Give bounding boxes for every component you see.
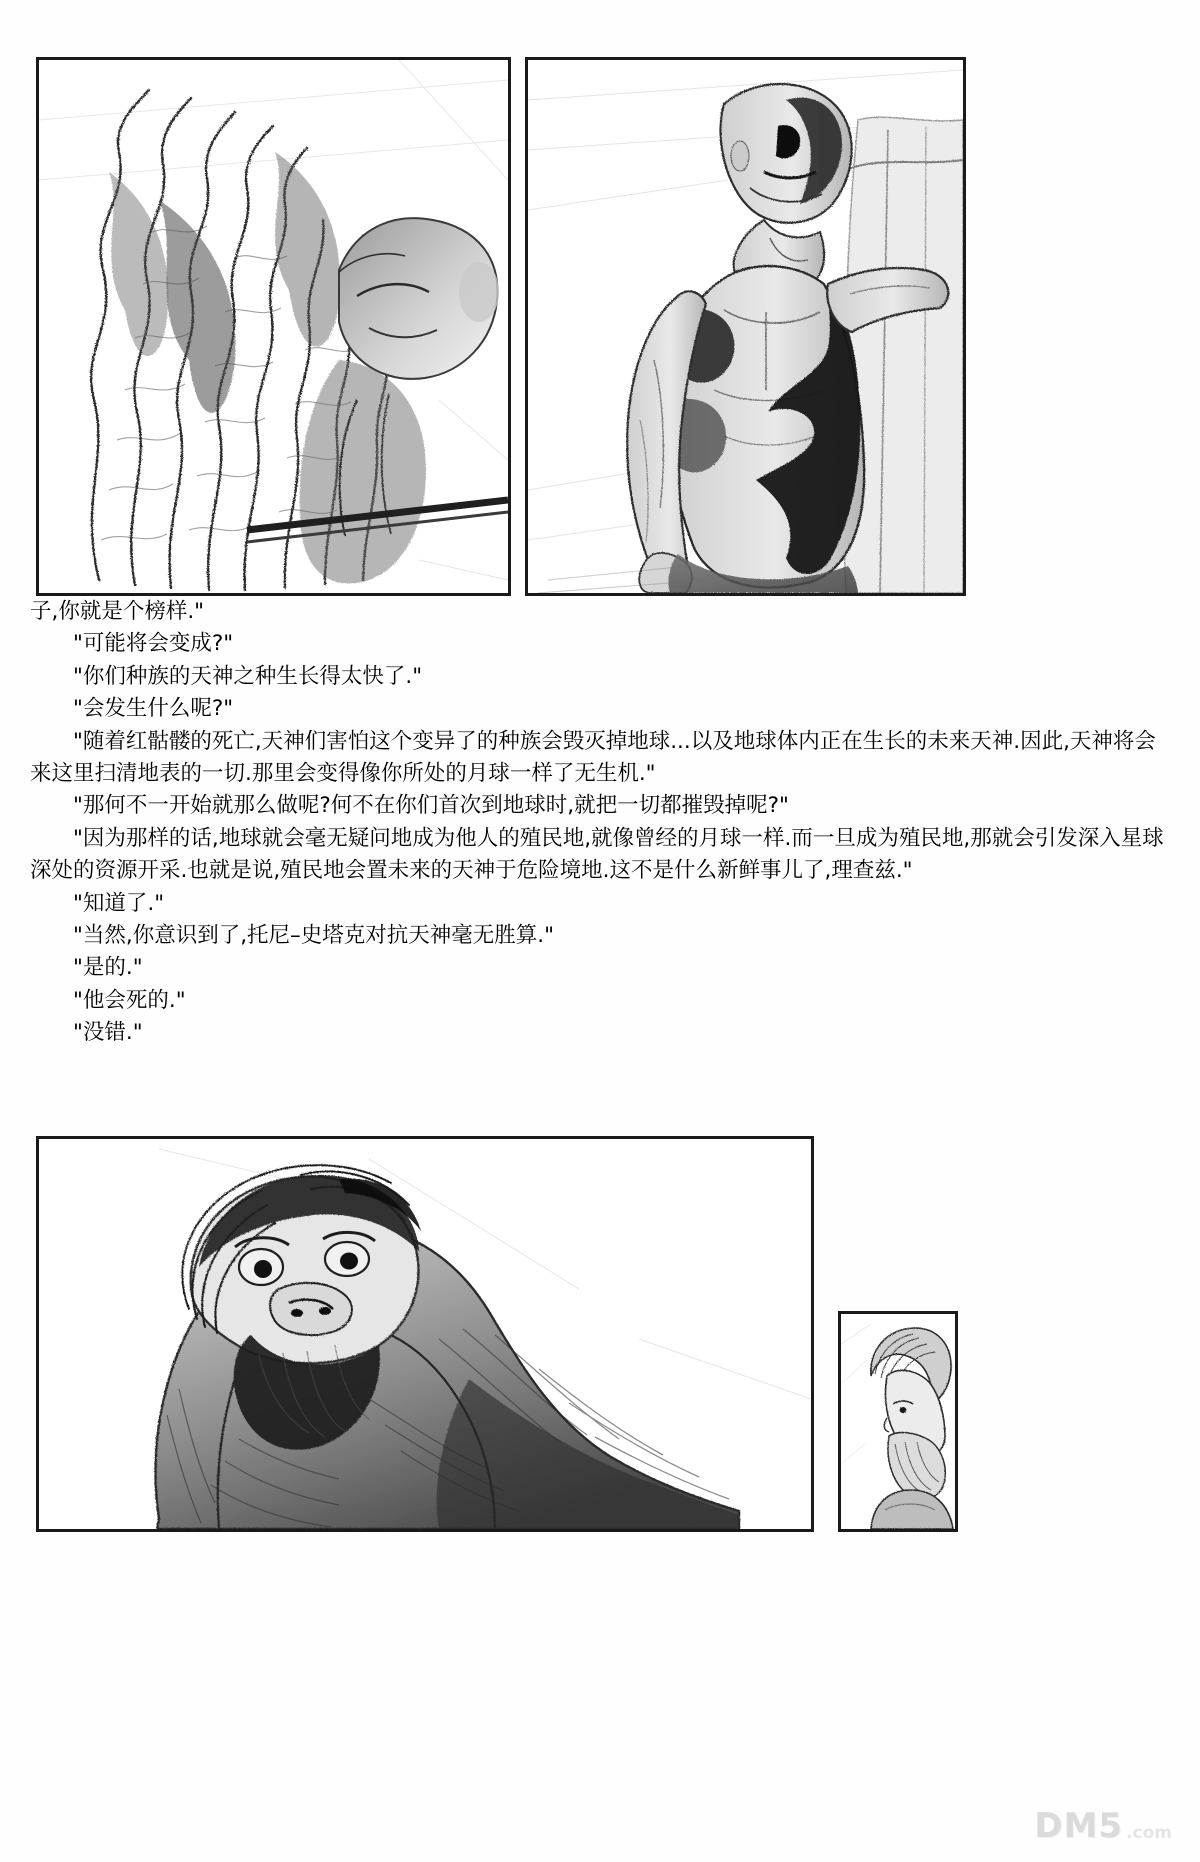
narrative-text-block	[30, 596, 1165, 1050]
narrative-line-11: "没错."	[73, 1020, 143, 1046]
bearded-man-sketch	[841, 1314, 955, 1529]
panel-shaggy-beast-art	[39, 1139, 811, 1529]
panel-standing-hero-art	[528, 60, 963, 593]
shaggy-beast-sketch	[39, 1139, 811, 1529]
narrative-line-3: "会发生什么呢?"	[73, 696, 234, 722]
narrative-line-1: "可能将会变成?"	[73, 631, 234, 657]
narrative-line-2: "你们种族的天神之种生长得太快了."	[73, 663, 423, 689]
panel-flaming-figure-art	[39, 60, 508, 593]
narrative-line-6: "因为那样的话,地球就会毫无疑问地成为他人的殖民地,就像曾经的月球一样.而一旦成为殖民地,那就会引发深入星球深处的资源开采.也就是说,殖民地会置未来的天神于危险境地.这不是什么新鲜事儿了,理查兹."	[30, 825, 1164, 884]
flaming-figure-sketch	[39, 60, 508, 593]
site-watermark	[1034, 1806, 1172, 1846]
narrative-line-8: "当然,你意识到了,托尼–史塔克对抗天神毫无胜算."	[73, 923, 555, 949]
narrative-line-10: "他会死的."	[73, 987, 186, 1013]
panel-standing-hero	[525, 57, 966, 596]
panel-flaming-figure	[36, 57, 511, 596]
narrative-line-0: 子,你就是个榜样."	[30, 599, 205, 624]
watermark-sub-text: .com	[1126, 1823, 1172, 1843]
panel-inset-bearded-man	[838, 1311, 958, 1532]
narrative-line-9: "是的."	[73, 955, 143, 981]
narrative-line-4: "随着红骷髅的死亡,天神们害怕这个变异了的种族会毁灭掉地球...以及地球体内正在生长的未来天神.因此,天神将会来这里扫清地表的一切.那里会变得像你所处的月球一样了无生机."	[30, 728, 1156, 787]
narrative-line-7: "知道了."	[73, 890, 165, 916]
standing-hero-sketch	[528, 60, 963, 593]
watermark-main-text: DM5	[1034, 1806, 1124, 1846]
panel-shaggy-beast	[36, 1136, 814, 1532]
panel-inset-bearded-man-art	[841, 1314, 955, 1529]
narrative-line-5: "那何不一开始就那么做呢?何不在你们首次到地球时,就把一切都摧毁掉呢?"	[73, 793, 789, 819]
